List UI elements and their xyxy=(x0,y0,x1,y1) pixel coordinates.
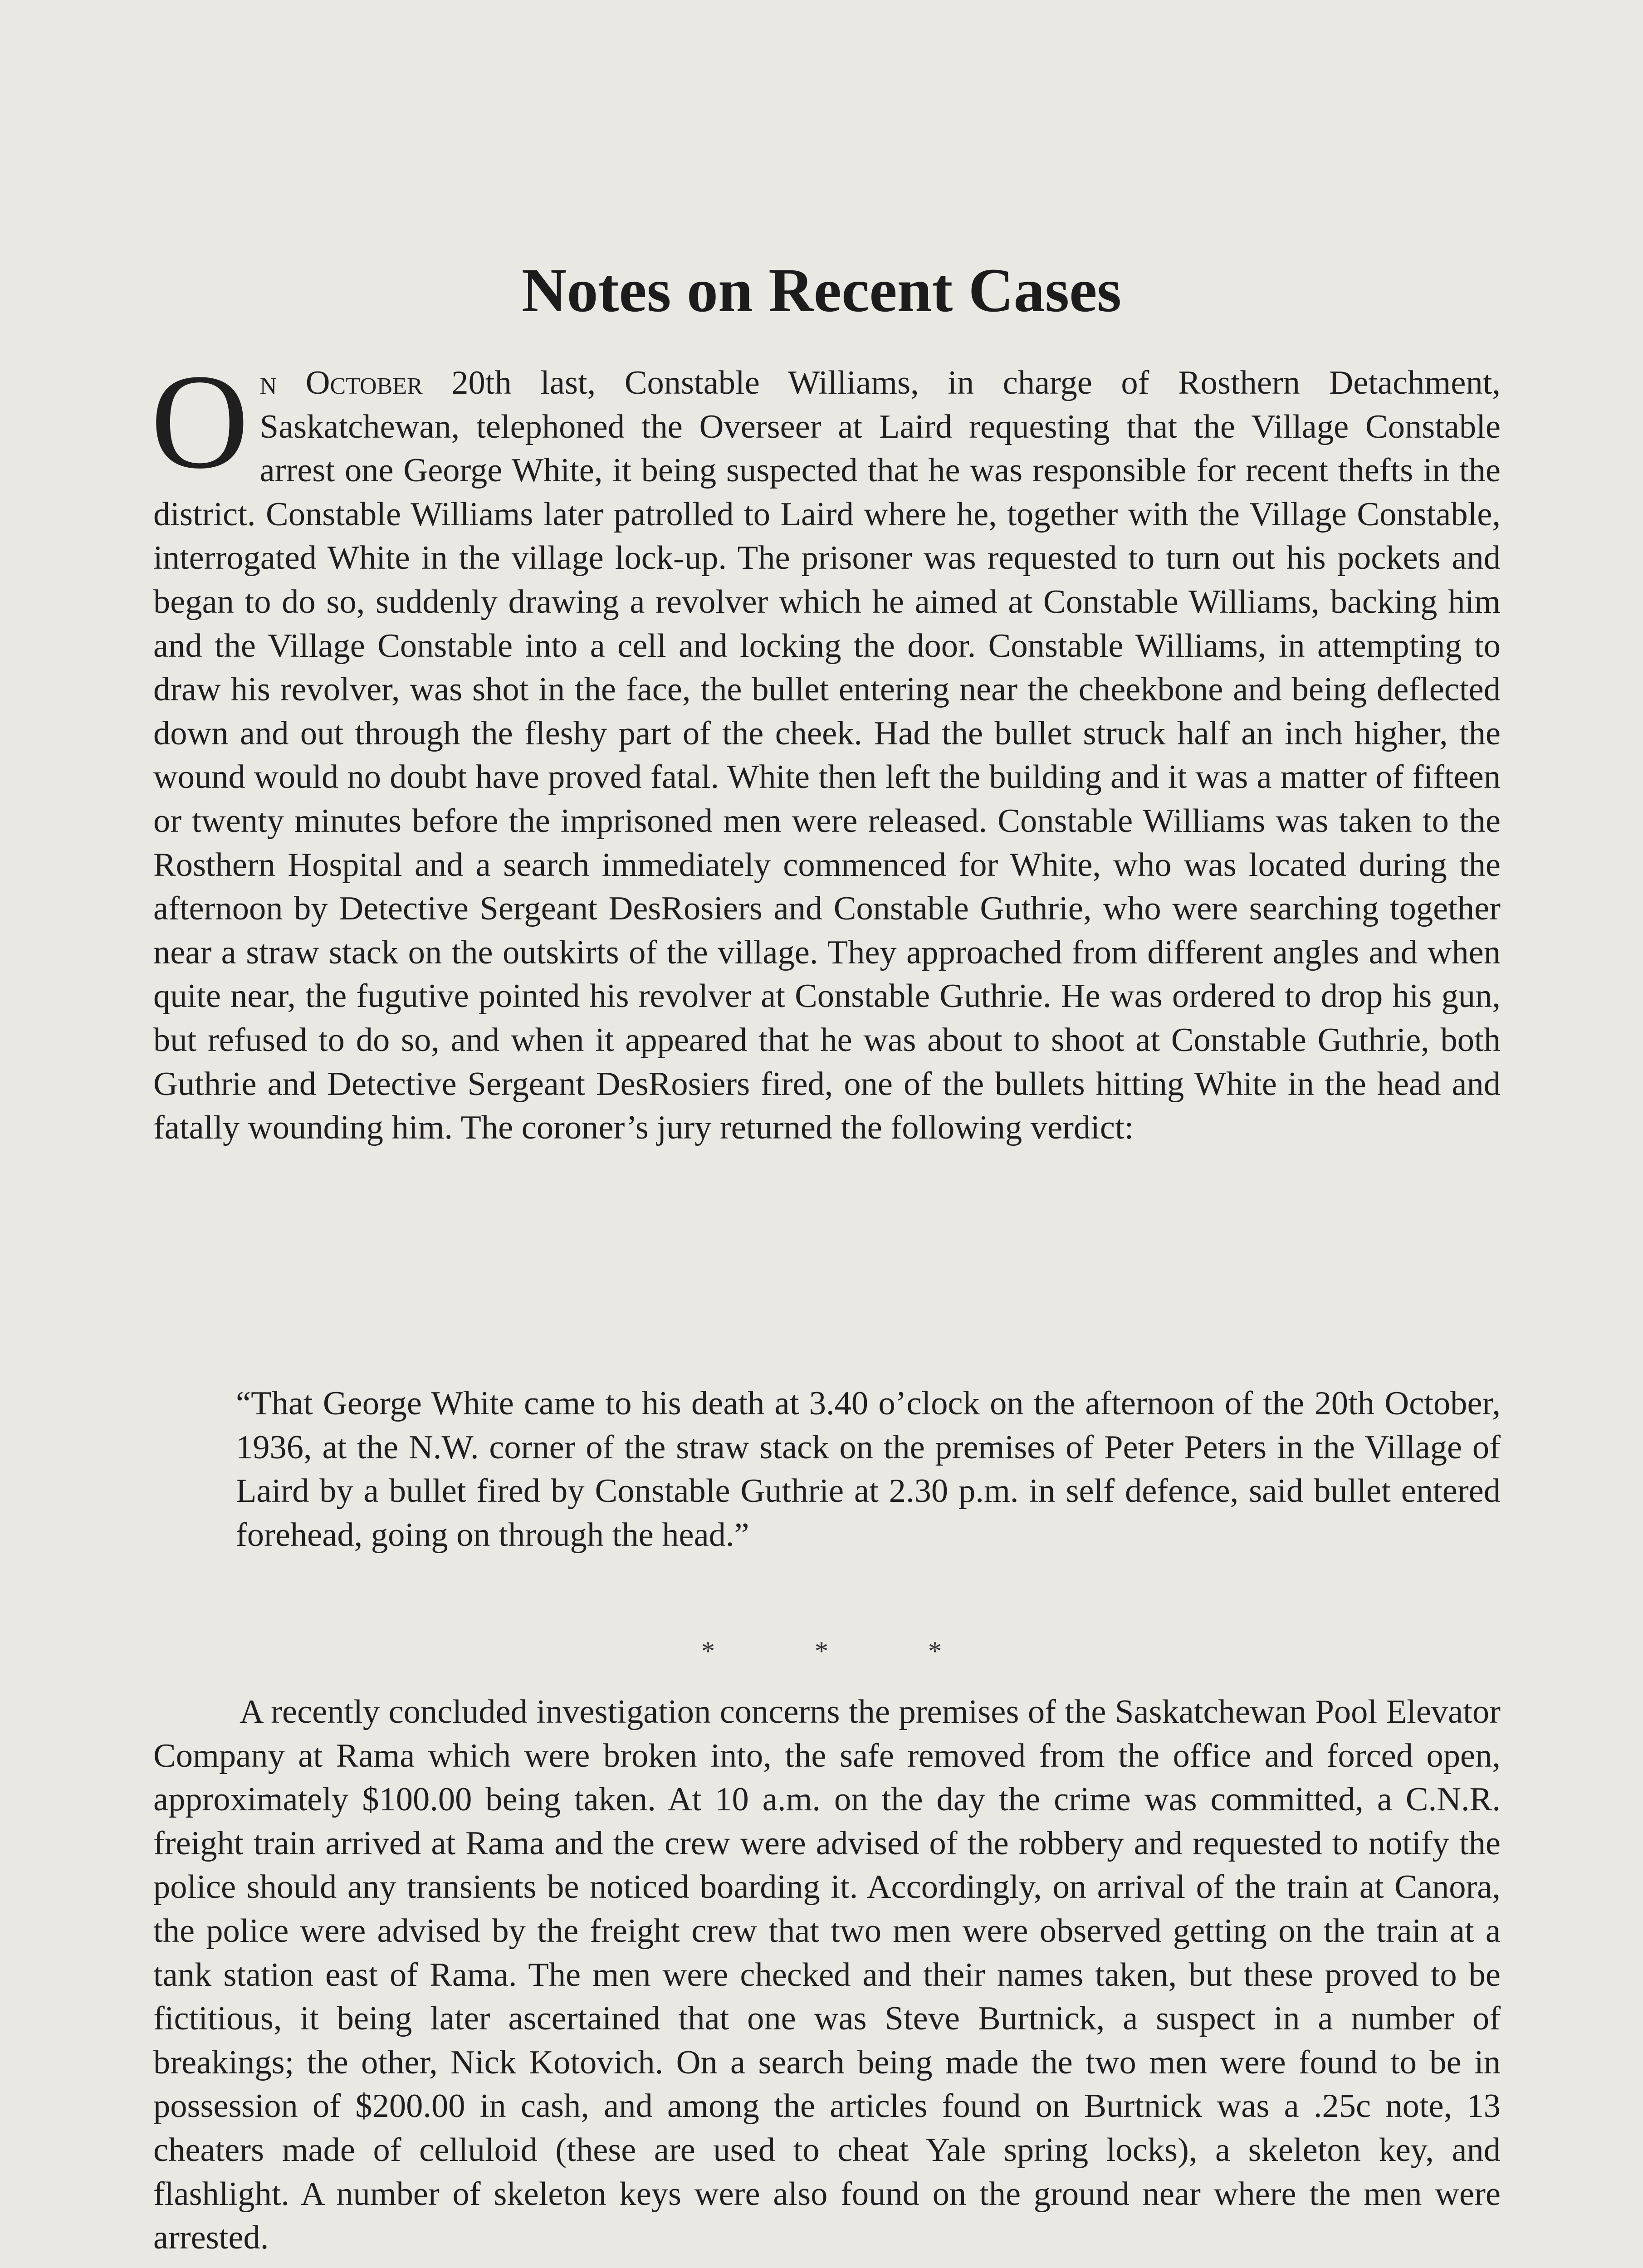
verdict-quote: “That George White came to his death at 3.40 o’clock on the afternoon of the 20th October, 1936, at the N.W. corner of the straw stack on the premises of Peter Peters in the Village of Laird by a bullet fired by Constable Guthrie at 2.30 p.m. in self defence, said bullet entered forehead, going on through the head.” xyxy=(236,1385,1501,1554)
paragraph-first-case xyxy=(151,346,1501,1150)
separator-star: * xyxy=(815,1636,828,1666)
paragraph-first-case-text: 20th last, Constable Williams, in charge of Rosthern Detachment, Saskatchewan, telephoned the Overseer at Laird requesting that the Village Constable arrest one George White, it being suspected that he was responsible for recent thefts in the district. Constable Williams later patrolled to Laird where he, together with the Village Constable, interrogated White in the village lock-up. The prisoner was requested to turn out his pockets and began to do so, suddenly drawing a revolver which he aimed at Constable Williams, backing him and the Village Constable into a cell and locking the door. Constable Williams, in attempting to draw his revolver, was shot in the face, the bullet entering near the cheekbone and being deflected down and out through the fleshy part of the cheek. Had the bullet struck half an inch higher, the wound would no doubt have proved fatal. White then left the building and it was a matter of fifteen or twenty minutes before the imprisoned men were released. Constable Williams was taken to the Rosthern Hospital and a search immediately commenced for White, who was located during the afternoon by Detective Sergeant DesRosiers and Constable Guthrie, who were searching together near a straw stack on the outskirts of the village. They approached from different angles and when quite near, the fugutive pointed his revolver at Constable Guthrie. He was ordered to drop his gun, but refused to do so, and when it appeared that he was about to shoot at Constable Guthrie, both Guthrie and Detective Sergeant DesRosiers fired, one of the bullets hitting White in the head and fatally wounding him. The coroner’s jury returned the following verdict: xyxy=(153,364,1501,1147)
drop-cap: O xyxy=(151,346,249,497)
separator-star: * xyxy=(928,1636,942,1666)
opening-small-caps: n October xyxy=(259,364,423,401)
separator-star: * xyxy=(701,1636,715,1666)
paragraph-second-case: A recently concluded investigation concerns the premises of the Saskatchewan Pool Elevator Company at Rama which were broken into, the safe removed from the office and forced open, approximately $100.00 being taken. At 10 a.m. on the day the crime was committed, a C.N.R. freight train arrived at Rama and the crew were advised of the robbery and requested to notify the police should any transients be noticed boarding it. Accordingly, on arrival of the train at Canora, the police were advised by the freight crew that two men were observed getting on the train at a tank station east of Rama. The men were checked and their names taken, but these proved to be fictitious, it being later ascertained that one was Steve Burtnick, a suspect in a number of breakings; the other, Nick Kotovich. On a search being made the two men were found to be in possession of $200.00 in cash, and among the articles found on Burtnick was a .25c note, 13 cheaters made of celluloid (these are used to cheat Yale spring locks), a skeleton key, and flashlight. A number of skeleton keys were also found on the ground near where the men were arrested. xyxy=(153,1693,1501,2257)
section-separator xyxy=(0,1633,1643,1669)
page-title: Notes on Recent Cases xyxy=(521,255,1122,325)
